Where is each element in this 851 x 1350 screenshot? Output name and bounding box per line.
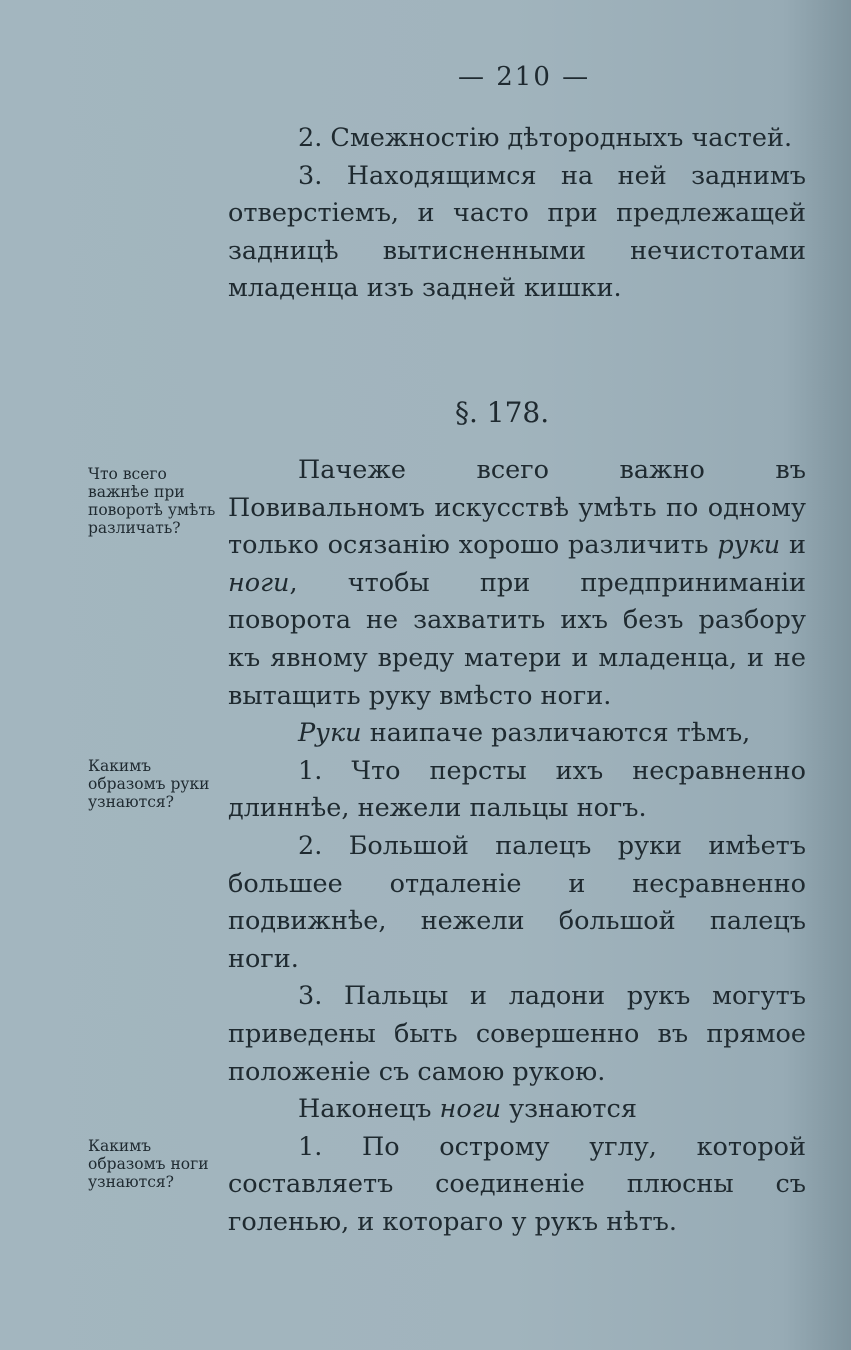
text-run: Пачеже всего важно въ Повивальномъ искусствѣ умѣть по одному только осязанію хорошо различить — [228, 455, 806, 561]
text-run: и — [780, 530, 806, 561]
page-number: — 210 — — [458, 62, 591, 92]
paragraph — [228, 715, 806, 753]
main-block — [228, 452, 806, 1241]
text-run: , чтобы при предприниманіи поворота не захватить ихъ безъ разбору къ явному вреду матери и младенца, и не вытащить руку вмѣсто ноги. — [228, 567, 806, 711]
list-item: 3. Пальцы и ладони рукъ могутъ приведены быть совершенно въ прямое положеніе съ самою рукою. — [228, 981, 806, 1087]
top-block — [228, 120, 806, 308]
section-heading: §. 178. — [455, 396, 550, 429]
text-run: узнаются — [501, 1094, 637, 1125]
paragraph — [228, 452, 806, 715]
emphasis: ноги — [228, 567, 290, 598]
list-item: 2. Большой палецъ руки имѣетъ большее отдаленіе и несравненно подвижнѣе, нежели большой палецъ ноги. — [228, 830, 806, 974]
list-item: 1. По острому углу, которой составляетъ соединеніе плюсны съ голенью, и котораго у рукъ нѣтъ. — [228, 1131, 806, 1237]
margin-note-3: Какимъ образомъ ноги узнаются? — [88, 1137, 209, 1191]
list-item: 3. Находящимся на ней заднимъ отверстіемъ, и часто при предлежащей задницѣ вытисненными нечистотами младенца изъ задней кишки. — [228, 160, 806, 304]
list-item: 1. Что персты ихъ несравненно длиннѣе, нежели пальцы ногъ. — [228, 755, 806, 824]
margin-note-1: Что всего важнѣе при поворотѣ умѣть различать? — [88, 465, 216, 537]
text-run: наипаче различаются тѣмъ, — [361, 718, 751, 749]
list-item: 2. Смежностію дѣтородныхъ частей. — [298, 123, 793, 153]
paragraph — [228, 1091, 806, 1129]
margin-note-2: Какимъ образомъ руки узнаются? — [88, 757, 210, 811]
emphasis: руки — [717, 530, 781, 561]
text-run: Наконецъ — [298, 1094, 440, 1125]
emphasis: Руки — [298, 718, 362, 749]
emphasis: ноги — [439, 1094, 502, 1125]
